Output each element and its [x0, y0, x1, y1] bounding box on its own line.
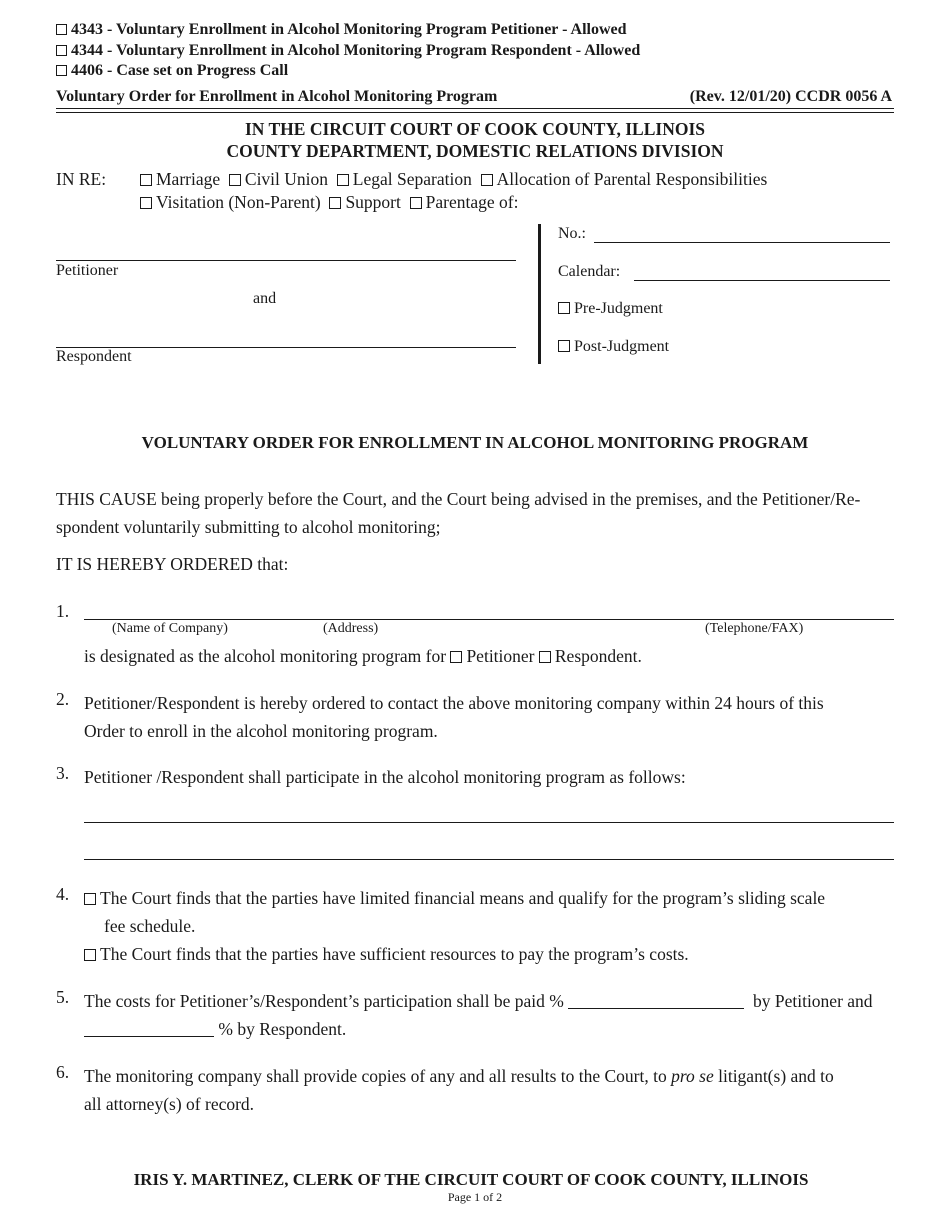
order-title: VOLUNTARY ORDER FOR ENROLLMENT IN ALCOHOL MONITORING PROGRAM: [141, 433, 809, 452]
item-1-number: 1.: [56, 601, 70, 621]
item-3-blank-line-1[interactable]: [84, 822, 894, 823]
in-re-label: IN RE:: [56, 169, 107, 189]
clerk-footer: IRIS Y. MARTINEZ, CLERK OF THE CIRCUIT COURT OF COOK COUNTY, ILLINOIS: [133, 1170, 809, 1189]
form-title: Voluntary Order for Enrollment in Alcohol Monitoring Program: [56, 88, 498, 105]
item-4a-line-1: The Court finds that the parties have limited financial means and qualify for the program’s sliding scale: [84, 884, 894, 912]
header-codes: [56, 20, 640, 82]
and-label: and: [253, 290, 277, 307]
ordered-heading: IT IS HEREBY ORDERED that:: [56, 554, 289, 574]
item-4a-line-2: fee schedule.: [104, 916, 196, 936]
petitioner-label: Petitioner: [56, 262, 119, 279]
respondent-percent-field[interactable]: [84, 1020, 214, 1037]
item-6-line-2: all attorney(s) of record.: [84, 1094, 255, 1114]
civil-union-option[interactable]: Civil Union: [229, 169, 328, 189]
company-info-line[interactable]: [84, 619, 894, 620]
intro-line-2: spondent voluntarily submitting to alcohol monitoring;: [56, 517, 441, 537]
item-1-respondent-option[interactable]: Respondent.: [539, 646, 642, 666]
code-4344-row: [56, 41, 640, 62]
item-6-number: 6.: [56, 1062, 70, 1082]
parentage-checkbox[interactable]: [410, 197, 422, 209]
code-4406-row: [56, 61, 640, 82]
support-checkbox[interactable]: [329, 197, 341, 209]
code-4343-checkbox[interactable]: [56, 24, 67, 35]
parentage-option[interactable]: Parentage of:: [410, 192, 519, 212]
code-4344-label: 4344 - Voluntary Enrollment in Alcohol Monitoring Program Respondent - Allowed: [71, 41, 641, 59]
item-5-line-1: The costs for Petitioner’s/Respondent’s participation shall be paid % by Petitioner and: [84, 991, 873, 1011]
intro-line-1: THIS CAUSE being properly before the Court, and the Court being advised in the premises, and the Petitioner/Re-: [56, 489, 861, 509]
item-5-number: 5.: [56, 987, 70, 1007]
item-5-line-2: % by Respondent.: [84, 1015, 894, 1043]
respondent-label: Respondent: [56, 348, 132, 365]
code-4406-checkbox[interactable]: [56, 65, 67, 76]
code-4344-checkbox[interactable]: [56, 45, 67, 56]
pro-se-text: pro se: [671, 1066, 714, 1086]
marriage-option[interactable]: Marriage: [140, 169, 220, 189]
post-judgment-checkbox[interactable]: [558, 340, 570, 352]
court-name: IN THE CIRCUIT COURT OF COOK COUNTY, ILLINOIS: [245, 119, 705, 139]
marriage-checkbox[interactable]: [140, 174, 152, 186]
item-2-line-2: Order to enroll in the alcohol monitoring program.: [84, 721, 438, 741]
pre-judgment-checkbox[interactable]: [558, 302, 570, 314]
header-rule-bottom: [56, 112, 894, 113]
case-info-divider: [538, 224, 541, 364]
item-6-line-1: The monitoring company shall provide copies of any and all results to the Court, to pro se litigant(s) and to: [84, 1066, 834, 1086]
court-division: COUNTY DEPARTMENT, DOMESTIC RELATIONS DIVISION: [226, 141, 724, 161]
post-judgment-option[interactable]: Post-Judgment: [558, 338, 669, 356]
support-option[interactable]: Support: [329, 192, 400, 212]
page-number: Page 1 of 2: [447, 1190, 503, 1204]
petitioner-percent-field[interactable]: [568, 992, 744, 1009]
visitation-option[interactable]: Visitation (Non-Parent): [140, 192, 321, 212]
item-1-text: is designated as the alcohol monitoring program for Petitioner Respondent.: [84, 646, 642, 666]
item-3-number: 3.: [56, 763, 70, 783]
petitioner-name-line[interactable]: [56, 260, 516, 261]
legal-separation-checkbox[interactable]: [337, 174, 349, 186]
code-4343-label: 4343 - Voluntary Enrollment in Alcohol Monitoring Program Petitioner - Allowed: [71, 21, 627, 38]
sufficient-resources-checkbox[interactable]: [84, 949, 96, 961]
calendar-field[interactable]: [634, 280, 890, 281]
code-4406-label: 4406 - Case set on Progress Call: [71, 62, 289, 79]
in-re-row-2: [140, 188, 518, 216]
phone-caption: (Telephone/FAX): [705, 621, 804, 636]
item-3-blank-line-2[interactable]: [84, 859, 894, 860]
item-4-number: 4.: [56, 884, 70, 904]
item-4b: The Court finds that the parties have sufficient resources to pay the program’s costs.: [84, 940, 894, 968]
company-caption: (Name of Company): [112, 621, 228, 636]
visitation-checkbox[interactable]: [140, 197, 152, 209]
item-3-text: Petitioner /Respondent shall participate in the alcohol monitoring program as follows:: [84, 767, 686, 787]
code-4343-row: [56, 20, 640, 41]
item-2-line-1: Petitioner/Respondent is hereby ordered to contact the above monitoring company within 24 hours of this: [84, 693, 824, 713]
parental-responsibilities-checkbox[interactable]: [481, 174, 493, 186]
form-revision: (Rev. 12/01/20) CCDR 0056 A: [689, 88, 892, 105]
parental-responsibilities-option[interactable]: Allocation of Parental Responsibilities: [481, 169, 768, 189]
item-1-petitioner-checkbox[interactable]: [450, 651, 462, 663]
legal-separation-option[interactable]: Legal Separation: [337, 169, 472, 189]
case-number-label: No.:: [558, 225, 586, 242]
item-1-petitioner-option[interactable]: Petitioner: [450, 646, 534, 666]
case-number-field[interactable]: [594, 242, 890, 243]
calendar-label: Calendar:: [558, 263, 621, 280]
item-2-number: 2.: [56, 689, 70, 709]
address-caption: (Address): [323, 621, 379, 636]
limited-means-checkbox[interactable]: [84, 893, 96, 905]
header-rule-top: [56, 108, 894, 109]
civil-union-checkbox[interactable]: [229, 174, 241, 186]
item-1-respondent-checkbox[interactable]: [539, 651, 551, 663]
pre-judgment-option[interactable]: Pre-Judgment: [558, 300, 663, 318]
